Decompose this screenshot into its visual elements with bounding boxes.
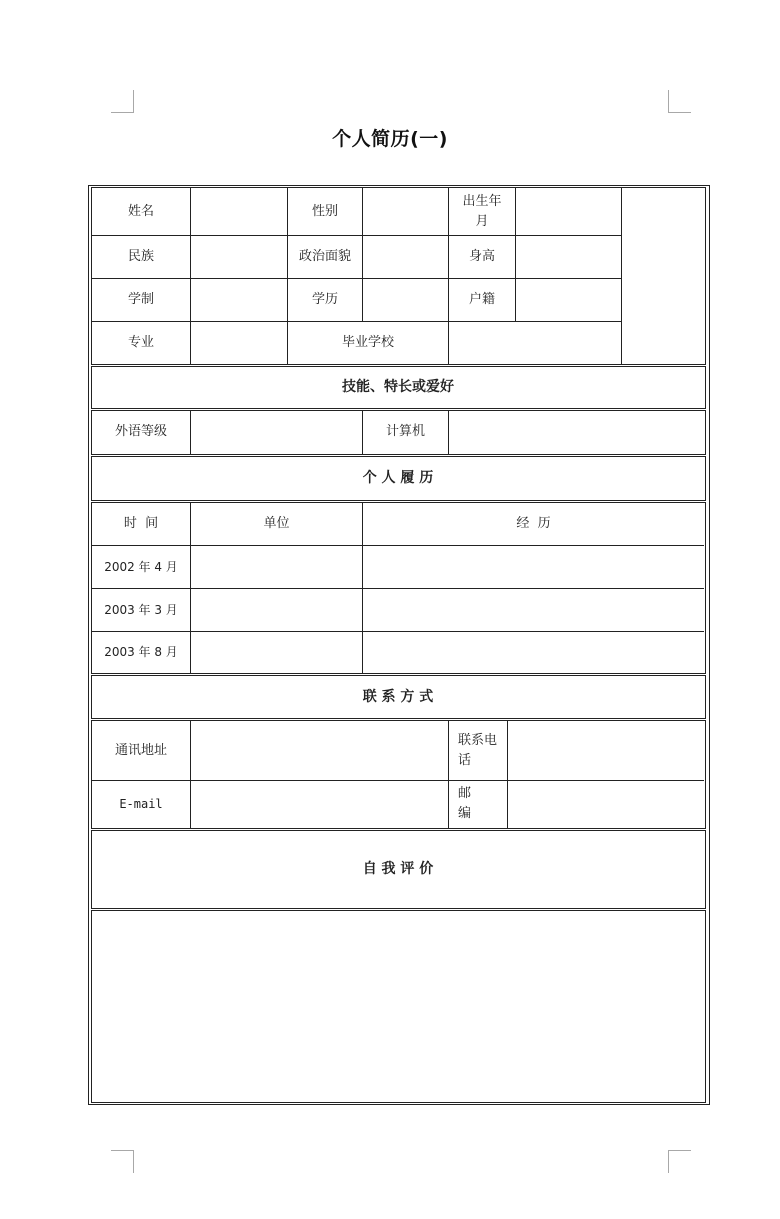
self-evaluation-heading: 自 我 评 价 [362,861,434,877]
crop-mark-top-left [111,90,134,113]
political-label: 政治面貌 [298,249,351,264]
basic-info-table [91,187,706,365]
zip-label [449,781,507,827]
birth-label-line2: 月 [475,213,489,229]
email-field[interactable] [191,781,448,827]
skills-heading-row [91,366,706,409]
major-field[interactable] [191,322,287,363]
history-col-experience: 经 历 [516,516,551,531]
name-label: 姓名 [127,203,154,219]
crop-mark-bottom-left [111,1150,134,1173]
address-field[interactable] [191,721,448,780]
phone-label-line2: 话 [458,752,472,768]
schooling-field[interactable] [191,279,287,321]
ethnicity-field[interactable] [191,236,287,278]
history-row-1-time: 2002 年 4 月 [104,560,178,574]
height-field[interactable] [516,236,621,278]
self-evaluation-heading-row [91,830,706,909]
skills-table [91,410,706,455]
history-row-1-unit[interactable] [191,546,362,588]
crop-mark-top-right [668,90,691,113]
history-row-3-experience[interactable] [363,632,704,672]
schooling-label: 学制 [127,292,154,307]
birth-field[interactable] [516,188,621,235]
computer-label: 计算机 [385,424,425,439]
history-col-unit: 单位 [263,516,290,531]
education-label: 学历 [311,292,338,307]
school-field[interactable] [449,322,621,363]
crop-mark-bottom-right [668,1150,691,1173]
address-label: 通讯地址 [114,742,167,758]
hukou-label: 户籍 [468,292,495,307]
photo-area[interactable] [622,188,704,363]
contact-heading: 联 系 方 式 [362,688,434,705]
history-row-2-experience[interactable] [363,589,704,631]
email-label: E-mail [119,797,163,811]
gender-field[interactable] [363,188,448,235]
history-row-2-time: 2003 年 3 月 [104,603,178,617]
height-label: 身高 [468,249,495,264]
education-field[interactable] [363,279,448,321]
hukou-field[interactable] [516,279,621,321]
zip-field[interactable] [508,781,704,827]
history-row-3-time: 2003 年 8 月 [104,645,178,659]
zip-label-line2: 编 [458,806,472,821]
history-row-3-unit[interactable] [191,632,362,672]
document-title: 个人简历(一) [332,128,448,150]
phone-label-line1: 联系电 [458,732,498,748]
history-heading-row [91,456,706,501]
gender-label: 性别 [311,203,338,219]
history-table [91,502,706,674]
major-label: 专业 [127,334,154,350]
zip-label-line1: 邮 [458,786,472,801]
history-row-2-unit[interactable] [191,589,362,631]
language-label: 外语等级 [114,424,167,439]
birth-label-line1: 出生年 [462,193,502,209]
birth-label [449,188,515,235]
phone-field[interactable] [508,721,704,780]
history-heading: 个 人 履 历 [362,470,434,486]
contact-table [91,720,706,829]
self-evaluation-box [91,910,706,1103]
ethnicity-label: 民族 [127,249,154,264]
political-field[interactable] [363,236,448,278]
computer-field[interactable] [449,411,704,453]
school-label: 毕业学校 [341,334,394,350]
phone-label [449,721,507,780]
history-col-time: 时 间 [123,516,159,531]
name-field[interactable] [191,188,287,235]
contact-heading-row [91,675,706,719]
language-field[interactable] [191,411,362,453]
history-row-1-experience[interactable] [363,546,704,588]
self-evaluation-field[interactable] [92,911,704,1101]
skills-heading: 技能、特长或爱好 [342,379,454,395]
